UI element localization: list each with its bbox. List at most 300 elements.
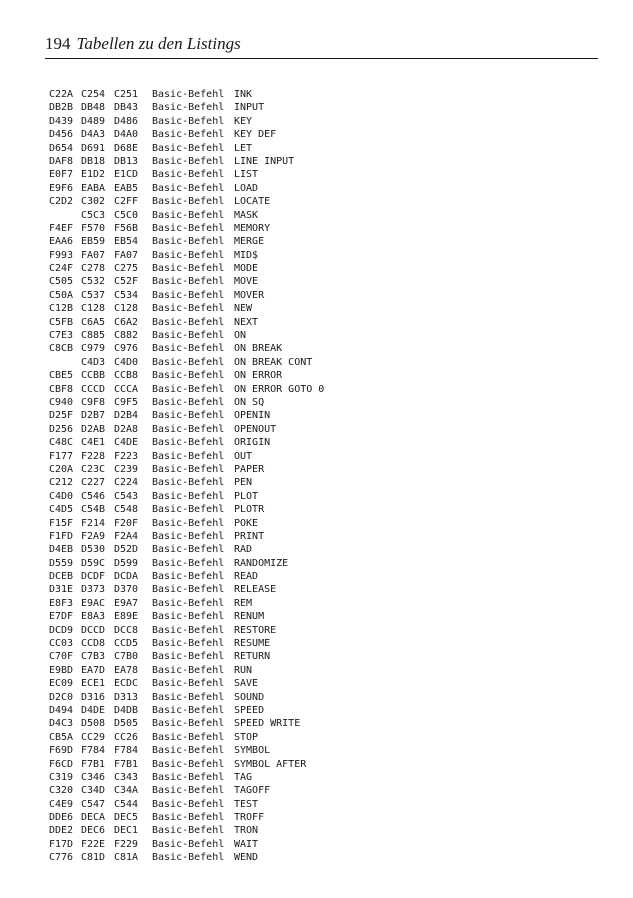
address-3: D370 <box>114 584 139 596</box>
address-3: ECDC <box>114 678 139 690</box>
command-name: WAIT <box>234 838 259 850</box>
address-3: DEC1 <box>114 825 139 837</box>
table-row <box>49 249 569 262</box>
address-2: F214 <box>81 517 106 529</box>
table-row <box>49 209 569 222</box>
address-2: C81D <box>81 852 106 864</box>
address-1: C212 <box>49 477 74 489</box>
address-1: D25F <box>49 410 74 422</box>
table-row <box>49 637 569 650</box>
address-1: D2C0 <box>49 691 74 703</box>
table-row <box>49 543 569 556</box>
address-2: F570 <box>81 222 106 234</box>
command-name: MID$ <box>234 249 259 261</box>
address-1: D4C3 <box>49 718 74 730</box>
command-name: ON <box>234 330 247 342</box>
address-3: C275 <box>114 263 139 275</box>
table-row <box>49 115 569 128</box>
table-row <box>49 530 569 543</box>
entry-type: Basic-Befehl <box>152 504 225 516</box>
command-name: PLOTR <box>234 504 265 516</box>
table-row <box>49 717 569 730</box>
address-2: D508 <box>81 718 106 730</box>
table-row <box>49 664 569 677</box>
entry-type: Basic-Befehl <box>152 396 225 408</box>
address-2: C979 <box>81 343 106 355</box>
table-row <box>49 691 569 704</box>
address-2: CCBB <box>81 370 106 382</box>
address-1: C319 <box>49 771 74 783</box>
command-name: INPUT <box>234 102 265 114</box>
address-3: E9A7 <box>114 597 139 609</box>
address-2: C4D3 <box>81 356 106 368</box>
address-table <box>49 88 569 865</box>
address-1: DB2B <box>49 102 74 114</box>
table-row <box>49 195 569 208</box>
command-name: MOVE <box>234 276 259 288</box>
address-1: F69D <box>49 745 74 757</box>
address-1 <box>49 356 81 369</box>
entry-type: Basic-Befehl <box>152 678 225 690</box>
entry-type: Basic-Befehl <box>152 825 225 837</box>
table-row <box>49 463 569 476</box>
address-3: C2FF <box>114 196 139 208</box>
address-2: CCCD <box>81 383 106 395</box>
address-2: C346 <box>81 771 106 783</box>
command-name: MEMORY <box>234 222 271 234</box>
address-3: FA07 <box>114 249 139 261</box>
command-name: TAGOFF <box>234 785 271 797</box>
address-3: C5C0 <box>114 209 139 221</box>
address-3: DEC5 <box>114 812 139 824</box>
address-1: EC09 <box>49 678 74 690</box>
command-name: REM <box>234 597 253 609</box>
address-1: C24F <box>49 263 74 275</box>
page-number: 194 <box>45 34 71 53</box>
address-3: F7B1 <box>114 758 139 770</box>
address-2: C5C3 <box>81 209 106 221</box>
command-name: SYMBOL <box>234 745 271 757</box>
command-name: PAPER <box>234 463 265 475</box>
command-name: RAD <box>234 544 253 556</box>
entry-type: Basic-Befehl <box>152 571 225 583</box>
address-1: C4D0 <box>49 490 74 502</box>
address-3: C34A <box>114 785 139 797</box>
address-2: C54B <box>81 504 106 516</box>
table-row <box>49 235 569 248</box>
command-name: STOP <box>234 731 259 743</box>
entry-type: Basic-Befehl <box>152 638 225 650</box>
entry-type: Basic-Befehl <box>152 196 225 208</box>
command-name: LOAD <box>234 182 259 194</box>
entry-type: Basic-Befehl <box>152 249 225 261</box>
address-1: F1FD <box>49 530 74 542</box>
address-3: C239 <box>114 463 139 475</box>
entry-type: Basic-Befehl <box>152 236 225 248</box>
address-3: C52F <box>114 276 139 288</box>
address-1: F17D <box>49 838 74 850</box>
table-row <box>49 610 569 623</box>
command-name: OPENIN <box>234 410 271 422</box>
address-3: E1CD <box>114 169 139 181</box>
address-1: C2D2 <box>49 196 74 208</box>
address-3: D505 <box>114 718 139 730</box>
address-1: D559 <box>49 557 74 569</box>
table-row <box>49 731 569 744</box>
command-name: RANDOMIZE <box>234 557 289 569</box>
address-1: DAF8 <box>49 155 74 167</box>
entry-type: Basic-Befehl <box>152 115 225 127</box>
entry-type: Basic-Befehl <box>152 758 225 770</box>
command-name: PLOT <box>234 490 259 502</box>
table-row <box>49 289 569 302</box>
table-row <box>49 771 569 784</box>
table-row <box>49 570 569 583</box>
address-2: C4E1 <box>81 437 106 449</box>
command-name: SPEED <box>234 704 265 716</box>
table-row <box>49 650 569 663</box>
address-1: CBF8 <box>49 383 74 395</box>
address-1: C12B <box>49 303 74 315</box>
entry-type: Basic-Befehl <box>152 584 225 596</box>
address-3: D68E <box>114 142 139 154</box>
table-row <box>49 824 569 837</box>
table-row <box>49 342 569 355</box>
entry-type: Basic-Befehl <box>152 798 225 810</box>
address-1: E8F3 <box>49 597 74 609</box>
address-2: C34D <box>81 785 106 797</box>
table-row <box>49 624 569 637</box>
address-3: C7B0 <box>114 651 139 663</box>
address-3: E89E <box>114 611 139 623</box>
address-2: E1D2 <box>81 169 106 181</box>
address-2: F784 <box>81 745 106 757</box>
table-row <box>49 369 569 382</box>
address-1: C8CB <box>49 343 74 355</box>
address-3: C882 <box>114 330 139 342</box>
entry-type: Basic-Befehl <box>152 423 225 435</box>
address-3: C544 <box>114 798 139 810</box>
table-row <box>49 316 569 329</box>
page-header <box>45 34 598 56</box>
address-3: D4DB <box>114 704 139 716</box>
table-row <box>49 677 569 690</box>
address-3: DB13 <box>114 155 139 167</box>
entry-type: Basic-Befehl <box>152 169 225 181</box>
address-3: C251 <box>114 89 139 100</box>
address-2: C9F8 <box>81 396 106 408</box>
address-2: C532 <box>81 276 106 288</box>
table-row <box>49 356 569 369</box>
table-row <box>49 838 569 851</box>
table-row <box>49 851 569 864</box>
command-name: RESUME <box>234 638 271 650</box>
address-1: C48C <box>49 437 74 449</box>
address-3: C4DE <box>114 437 139 449</box>
address-1: D256 <box>49 423 74 435</box>
address-3: D599 <box>114 557 139 569</box>
command-name: RETURN <box>234 651 271 663</box>
address-3: D52D <box>114 544 139 556</box>
address-1: CB5A <box>49 731 74 743</box>
address-2: C128 <box>81 303 106 315</box>
entry-type: Basic-Befehl <box>152 664 225 676</box>
command-name: LIST <box>234 169 259 181</box>
command-name: TEST <box>234 798 259 810</box>
address-2: DECA <box>81 812 106 824</box>
entry-type: Basic-Befehl <box>152 477 225 489</box>
command-name: RENUM <box>234 611 265 623</box>
command-name: OPENOUT <box>234 423 277 435</box>
table-row <box>49 101 569 114</box>
table-row <box>49 142 569 155</box>
command-name: INK <box>234 89 253 100</box>
address-3: CCCA <box>114 383 139 395</box>
address-2: F22E <box>81 838 106 850</box>
address-1: C505 <box>49 276 74 288</box>
table-row <box>49 503 569 516</box>
address-3: C81A <box>114 852 139 864</box>
address-1: C4D5 <box>49 504 74 516</box>
entry-type: Basic-Befehl <box>152 89 225 100</box>
address-3: EAB5 <box>114 182 139 194</box>
entry-type: Basic-Befehl <box>152 718 225 730</box>
address-1: F993 <box>49 249 74 261</box>
address-2: DCCD <box>81 624 106 636</box>
entry-type: Basic-Befehl <box>152 222 225 234</box>
address-2: C7B3 <box>81 651 106 663</box>
address-1: C7E3 <box>49 330 74 342</box>
command-name: POKE <box>234 517 259 529</box>
address-3: F784 <box>114 745 139 757</box>
address-1: E9F6 <box>49 182 74 194</box>
entry-type: Basic-Befehl <box>152 785 225 797</box>
command-name: RESTORE <box>234 624 277 636</box>
address-2: C278 <box>81 263 106 275</box>
entry-type: Basic-Befehl <box>152 611 225 623</box>
address-2: F228 <box>81 450 106 462</box>
table-row <box>49 329 569 342</box>
command-name: MODE <box>234 263 259 275</box>
address-3: C343 <box>114 771 139 783</box>
address-3: EA78 <box>114 664 139 676</box>
address-2: DB48 <box>81 102 106 114</box>
table-row <box>49 396 569 409</box>
entry-type: Basic-Befehl <box>152 812 225 824</box>
address-1: D4EB <box>49 544 74 556</box>
command-name: WEND <box>234 852 259 864</box>
entry-type: Basic-Befehl <box>152 102 225 114</box>
address-1: C20A <box>49 463 74 475</box>
entry-type: Basic-Befehl <box>152 356 225 368</box>
entry-type: Basic-Befehl <box>152 450 225 462</box>
address-3: DCDA <box>114 571 139 583</box>
address-2: D4A3 <box>81 129 106 141</box>
command-name: ON BREAK CONT <box>234 356 313 368</box>
address-3: C9F5 <box>114 396 139 408</box>
address-1: DDE2 <box>49 825 74 837</box>
entry-type: Basic-Befehl <box>152 731 225 743</box>
table-row <box>49 517 569 530</box>
table-row <box>49 383 569 396</box>
entry-type: Basic-Befehl <box>152 530 225 542</box>
address-1: D31E <box>49 584 74 596</box>
entry-type: Basic-Befehl <box>152 557 225 569</box>
entry-type: Basic-Befehl <box>152 155 225 167</box>
entry-type: Basic-Befehl <box>152 651 225 663</box>
address-3: C224 <box>114 477 139 489</box>
address-2: C23C <box>81 463 106 475</box>
address-3: F229 <box>114 838 139 850</box>
entry-type: Basic-Befehl <box>152 490 225 502</box>
address-2: C537 <box>81 289 106 301</box>
address-2: DCDF <box>81 571 106 583</box>
command-name: SOUND <box>234 691 265 703</box>
address-3: D2B4 <box>114 410 139 422</box>
command-name: RUN <box>234 664 253 676</box>
address-2: D691 <box>81 142 106 154</box>
command-name: ON BREAK <box>234 343 283 355</box>
command-name: PRINT <box>234 530 265 542</box>
address-1: C776 <box>49 852 74 864</box>
address-3: F56B <box>114 222 139 234</box>
address-1: F6CD <box>49 758 74 770</box>
entry-type: Basic-Befehl <box>152 691 225 703</box>
table-row <box>49 128 569 141</box>
command-name: ON SQ <box>234 396 265 408</box>
address-3: CCD5 <box>114 638 139 650</box>
entry-type: Basic-Befehl <box>152 624 225 636</box>
address-3: C543 <box>114 490 139 502</box>
address-2: FA07 <box>81 249 106 261</box>
address-3: C976 <box>114 343 139 355</box>
header-rule <box>45 58 598 59</box>
table-row <box>49 436 569 449</box>
command-name: MASK <box>234 209 259 221</box>
table-row <box>49 744 569 757</box>
address-3: EB54 <box>114 236 139 248</box>
address-2: CC29 <box>81 731 106 743</box>
address-2: C547 <box>81 798 106 810</box>
entry-type: Basic-Befehl <box>152 263 225 275</box>
address-2: D2B7 <box>81 410 106 422</box>
address-2: C6A5 <box>81 316 106 328</box>
entry-type: Basic-Befehl <box>152 182 225 194</box>
address-2: D530 <box>81 544 106 556</box>
address-2: F7B1 <box>81 758 106 770</box>
entry-type: Basic-Befehl <box>152 142 225 154</box>
command-name: OUT <box>234 450 253 462</box>
address-1 <box>49 209 81 222</box>
table-row <box>49 155 569 168</box>
address-2: E9AC <box>81 597 106 609</box>
entry-type: Basic-Befehl <box>152 852 225 864</box>
table-row <box>49 168 569 181</box>
command-name: TAG <box>234 771 253 783</box>
table-row <box>49 758 569 771</box>
table-row <box>49 476 569 489</box>
address-1: F4EF <box>49 222 74 234</box>
address-1: E7DF <box>49 611 74 623</box>
table-row <box>49 597 569 610</box>
command-name: SYMBOL AFTER <box>234 758 307 770</box>
address-3: C4D0 <box>114 356 139 368</box>
command-name: LOCATE <box>234 196 271 208</box>
address-1: EAA6 <box>49 236 74 248</box>
entry-type: Basic-Befehl <box>152 838 225 850</box>
address-1: C320 <box>49 785 74 797</box>
address-1: D494 <box>49 704 74 716</box>
address-3: D4A0 <box>114 129 139 141</box>
command-name: LINE INPUT <box>234 155 295 167</box>
command-name: RELEASE <box>234 584 277 596</box>
address-1: C5FB <box>49 316 74 328</box>
address-2: DEC6 <box>81 825 106 837</box>
command-name: TROFF <box>234 812 265 824</box>
entry-type: Basic-Befehl <box>152 745 225 757</box>
address-2: D4DE <box>81 704 106 716</box>
table-row <box>49 222 569 235</box>
address-1: DDE6 <box>49 812 74 824</box>
address-1: DCD9 <box>49 624 74 636</box>
entry-type: Basic-Befehl <box>152 343 225 355</box>
address-2: D373 <box>81 584 106 596</box>
command-name: NEW <box>234 303 253 315</box>
command-name: KEY DEF <box>234 129 277 141</box>
entry-type: Basic-Befehl <box>152 383 225 395</box>
address-2: E8A3 <box>81 611 106 623</box>
address-3: F20F <box>114 517 139 529</box>
command-name: PEN <box>234 477 253 489</box>
command-name: SAVE <box>234 678 259 690</box>
command-name: SPEED WRITE <box>234 718 301 730</box>
table-row <box>49 182 569 195</box>
address-1: D439 <box>49 115 74 127</box>
entry-type: Basic-Befehl <box>152 517 225 529</box>
command-name: ORIGIN <box>234 437 271 449</box>
address-3: CC26 <box>114 731 139 743</box>
address-1: C940 <box>49 396 74 408</box>
address-2: DB18 <box>81 155 106 167</box>
address-1: CC03 <box>49 638 74 650</box>
address-1: E0F7 <box>49 169 74 181</box>
command-name: MOVER <box>234 289 265 301</box>
entry-type: Basic-Befehl <box>152 303 225 315</box>
command-name: ON ERROR <box>234 370 283 382</box>
entry-type: Basic-Befehl <box>152 370 225 382</box>
address-2: C546 <box>81 490 106 502</box>
address-2: ECE1 <box>81 678 106 690</box>
address-1: C50A <box>49 289 74 301</box>
table-row <box>49 262 569 275</box>
command-name: NEXT <box>234 316 259 328</box>
entry-type: Basic-Befehl <box>152 410 225 422</box>
command-name: ON ERROR GOTO 0 <box>234 383 325 395</box>
address-1: C70F <box>49 651 74 663</box>
entry-type: Basic-Befehl <box>152 597 225 609</box>
table-row <box>49 409 569 422</box>
table-row <box>49 302 569 315</box>
command-name: TRON <box>234 825 259 837</box>
table-row <box>49 557 569 570</box>
page-title: Tabellen zu den Listings <box>76 34 241 53</box>
address-2: C227 <box>81 477 106 489</box>
address-2: C885 <box>81 330 106 342</box>
entry-type: Basic-Befehl <box>152 437 225 449</box>
entry-type: Basic-Befehl <box>152 771 225 783</box>
address-2: CCD8 <box>81 638 106 650</box>
table-row <box>49 798 569 811</box>
